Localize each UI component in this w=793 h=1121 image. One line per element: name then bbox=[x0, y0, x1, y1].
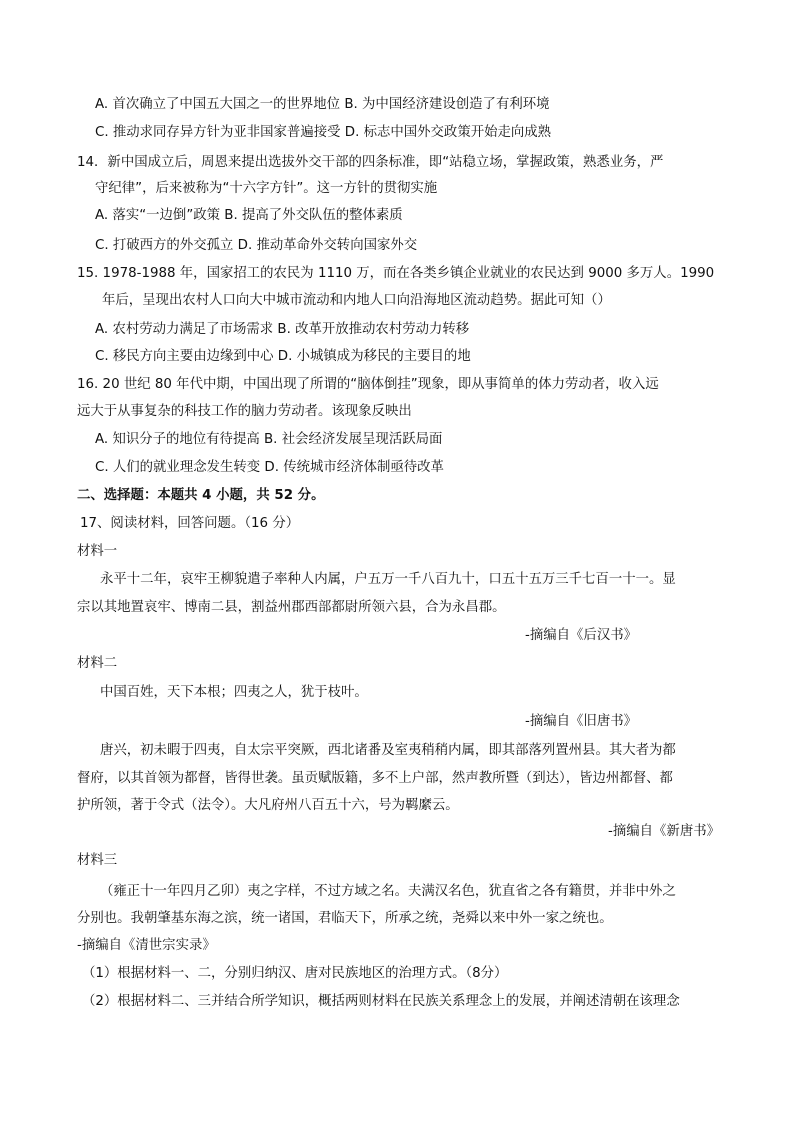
material-3-line1: （雍正十一年四月乙卯）夷之字样，不过方域之名。夫满汉名色，犹直省之各有籍贯，并非中外之 bbox=[100, 884, 676, 899]
q15-options-cd: C. 移民方向主要由边缘到中心 D. 小城镇成为移民的主要目的地 bbox=[95, 349, 471, 364]
material-1-source: -摘编自《后汉书》 bbox=[525, 628, 637, 643]
material-2-label: 材料二 bbox=[77, 656, 118, 671]
q16-stem-line2: 远大于从事复杂的科技工作的脑力劳动者。该现象反映出 bbox=[77, 404, 412, 419]
q13-options-ab: A. 首次确立了中国五大国之一的世界地位 B. 为中国经济建设创造了有利环境 bbox=[95, 97, 550, 112]
q14-options-cd: C. 打破西方的外交孤立 D. 推动革命外交转向国家外交 bbox=[95, 238, 418, 253]
q14-stem-line1: 14．新中国成立后，周恩来提出选拔外交干部的四条标准，即“站稳立场，掌握政策，熟悉业务，严 bbox=[77, 155, 664, 170]
material-2-source2: -摘编自《新唐书》 bbox=[608, 824, 720, 839]
material-1-line1: 永平十二年，哀牢王柳貌遣子率种人内属，户五万一千八百九十，口五十五万三千七百一十一。显 bbox=[100, 572, 676, 587]
material-2-line1: 中国百姓，天下本根；四夷之人，犹于枝叶。 bbox=[100, 685, 368, 700]
q16-options-cd: C. 人们的就业理念发生转变 D. 传统城市经济体制亟待改革 bbox=[95, 460, 444, 475]
material-3-label: 材料三 bbox=[77, 853, 118, 868]
material-2-source1: -摘编自《旧唐书》 bbox=[525, 714, 637, 729]
q15-stem-line1: 15. 1978-1988 年，国家招工的农民为 1110 万，而在各类乡镇企业就业的农民达到 9000 多万人。1990 bbox=[77, 266, 715, 281]
q16-stem-line1: 16. 20 世纪 80 年代中期，中国出现了所谓的“脑体倒挂”现象，即从事简单的体力劳动者，收入远 bbox=[77, 377, 659, 392]
q16-options-ab: A. 知识分子的地位有待提高 B. 社会经济发展呈现活跃局面 bbox=[95, 432, 443, 447]
q14-stem-line2: 守纪律”，后来被称为“十六字方针”。这一方针的贯彻实施 bbox=[95, 181, 438, 196]
material-1-label: 材料一 bbox=[77, 544, 118, 559]
q15-options-ab: A. 农村劳动力满足了市场需求 B. 改革开放推动农村劳动力转移 bbox=[95, 322, 470, 337]
material-3-line2: 分别也。我朝肇基东海之滨，统一诸国，君临天下，所承之统，尧舜以来中外一家之统也。 bbox=[77, 911, 613, 926]
section-heading: 二、选择题：本题共 4 小题，共 52 分。 bbox=[77, 488, 325, 503]
q17-subquestion-2: （2）根据材料二、三并结合所学知识，概括两则材料在民族关系理念上的发展，并阐述清朝在该理念 bbox=[82, 994, 680, 1009]
material-2-line4: 护所领，著于令式（法令）。大凡府州八百五十六，号为羁縻云。 bbox=[77, 798, 459, 813]
material-2-line3: 督府，以其首领为都督，皆得世袭。虽贡赋版籍，多不上户部，然声教所暨（到达），皆边州都督、都 bbox=[77, 771, 673, 786]
material-2-line2: 唐兴，初未暇于四夷，自太宗平突厥，西北诸番及室夷稍稍内属，即其部落列置州县。其大者为都 bbox=[100, 743, 676, 758]
material-1-line2: 宗以其地置哀牢、博南二县，割益州郡西部都尉所领六县，合为永昌郡。 bbox=[77, 600, 506, 615]
q14-options-ab: A. 落实“一边倒”政策 B. 提高了外交队伍的整体素质 bbox=[95, 208, 403, 223]
q17-subquestion-1: （1）根据材料一、二，分别归纳汉、唐对民族地区的治理方式。（8分） bbox=[82, 966, 508, 981]
q13-options-cd: C. 推动求同存异方针为亚非国家普遍接受 D. 标志中国外交政策开始走向成熟 bbox=[95, 125, 552, 140]
q17-stem: 17、阅读材料，回答问题。（16 分） bbox=[80, 516, 300, 531]
q15-stem-line2: 年后，呈现出农村人口向大中城市流动和内地人口向沿海地区流动趋势。据此可知（） bbox=[102, 293, 611, 308]
material-3-source: -摘编自《清世宗实录》 bbox=[77, 938, 216, 953]
